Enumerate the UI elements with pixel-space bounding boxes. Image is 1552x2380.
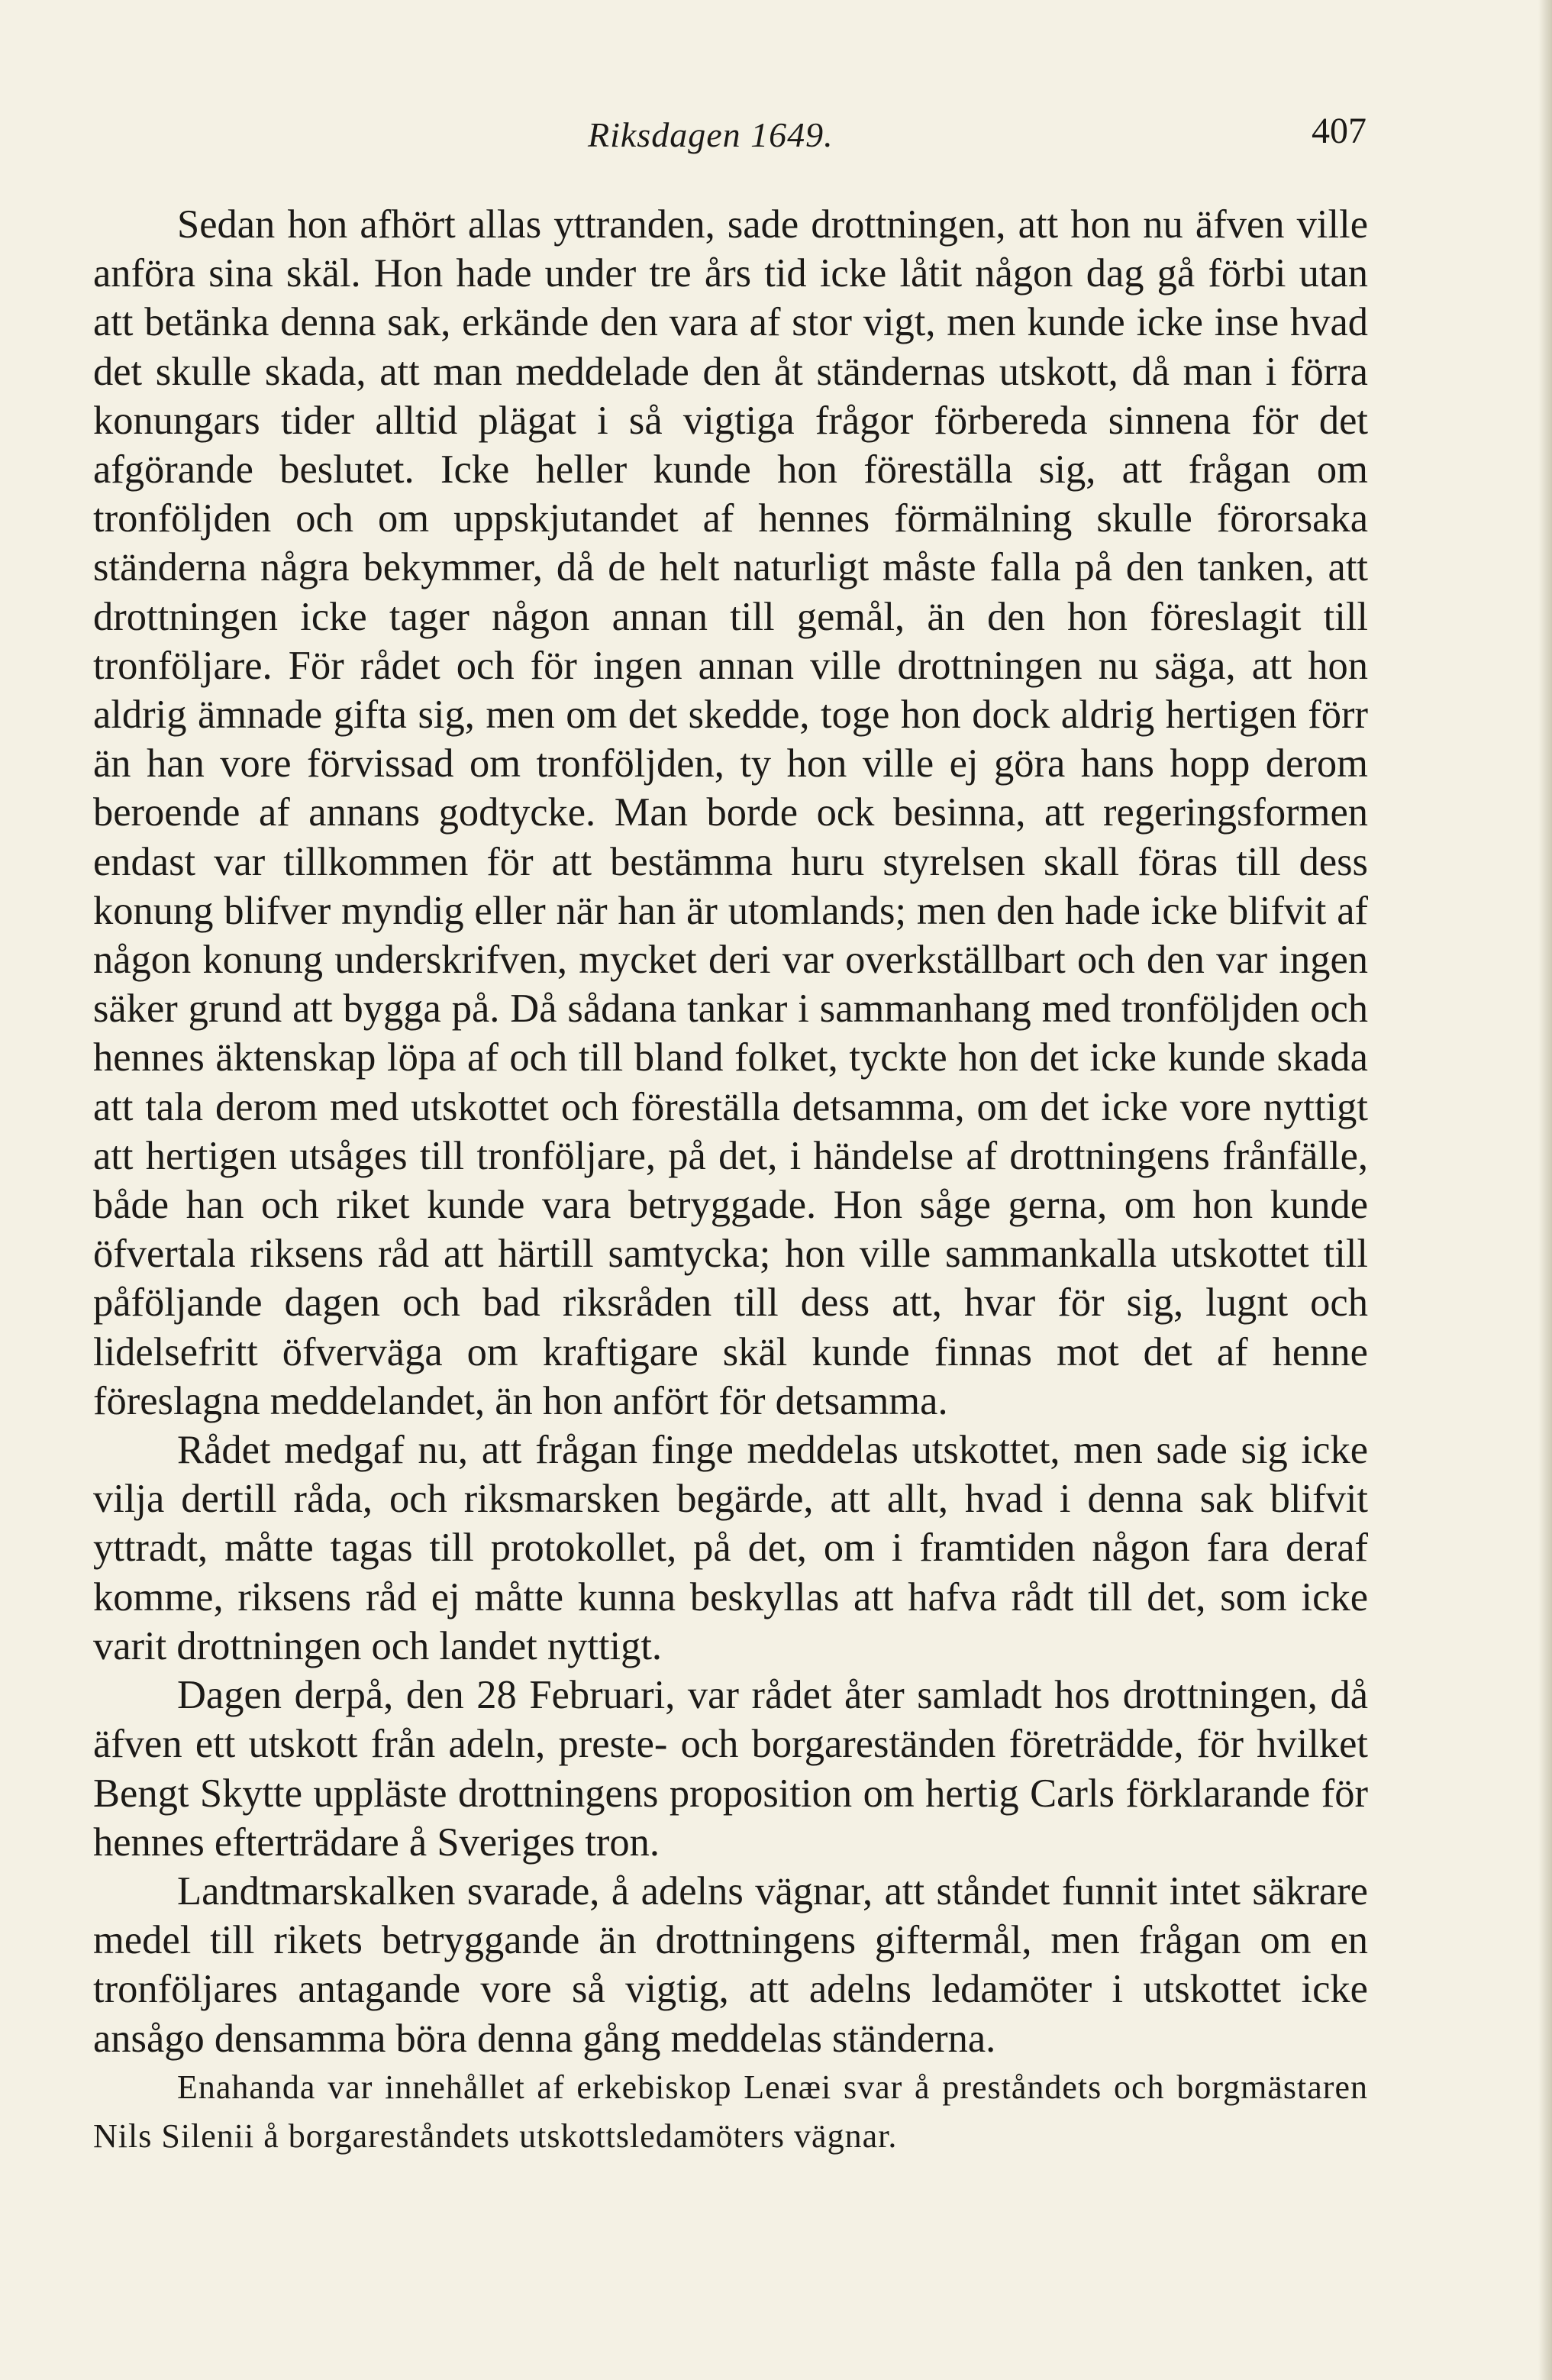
page-edge-shadow	[1538, 0, 1552, 2380]
paragraph: Sedan hon afhört allas yttranden, sade drottningen, att hon nu äfven ville anföra sina skäl. Hon hade under tre års tid icke låtit någon dag gå förbi utan att betänka denna sak, erkände den vara af stor vigt, men kunde icke inse hvad det skulle skada, att man meddelade den åt ständernas utskott, då man i förra konungars tider alltid plägat i så vigtiga frågor förbereda sinnena för det afgörande beslutet. Icke heller kunde hon föreställa sig, att frågan om tronföljden och om uppskjutandet af hennes förmälning skulle förorsaka ständerna några bekymmer, då de helt naturligt måste falla på den tanken, att drottningen icke tager någon annan till gemål, än den hon föreslagit till tronföljare. För rådet och för ingen annan ville drottningen nu säga, att hon aldrig ämnade gifta sig, men om det skedde, toge hon dock aldrig hertigen förr än han vore förvissad om tronföljden, ty hon ville ej göra hans hopp derom beroende af annans godtycke. Man borde ock besinna, att regeringsformen endast var tillkommen för att bestämma huru styrelsen skall föras till dess konung blifver myndig eller när han är utomlands; men den hade icke blifvit af någon konung underskrifven, mycket deri var overkställbart och den var ingen säker grund att bygga på. Då sådana tankar i sammanhang med tronföljden och hennes äktenskap löpa af och till bland folket, tyckte hon det icke kunde skada att tala derom med utskottet och föreställa detsamma, om det icke vore nyttigt att hertigen utsåges till tronföljare, på det, i händelse af drottningens frånfälle, både han och riket kunde vara betryggade. Hon såge gerna, om hon kunde öfvertala riksens råd att härtill samtycka; hon ville sammankalla utskottet till påföljande dagen och bad riksråden till dess att, hvar för sig, lugnt och lidelsefritt öfverväga om kraftigare skäl kunde finnas mot det af henne föreslagna meddelandet, än hon anfört för detsamma.	[93, 202, 1368, 1423]
running-header	[99, 111, 1366, 160]
paragraph: Landtmarskalken svarade, å adelns vägnar, att ståndet funnit intet säkrare medel till rikets betryggande än drottningens giftermål, men frågan om en tronföljares antagande vore så vigtig, att adelns ledamöter i utskottet icke ansågo densamma böra denna gång meddelas ständerna.	[93, 1868, 1368, 2061]
paragraph: Enahanda var innehållet af erkebiskop Lenæi svar å preståndets och borgmästaren Nils Silenii å borgareståndets utskottsledamöters vägnar.	[93, 2068, 1368, 2155]
running-title: Riksdagen 1649.	[588, 115, 834, 154]
body-text	[93, 200, 1368, 2161]
page-number: 407	[1312, 111, 1366, 151]
paragraph: Rådet medgaf nu, att frågan finge meddelas utskottet, men sade sig icke vilja dertill råda, och riksmarsken begärde, att allt, hvad i denna sak blifvit yttradt, måtte tagas till protokollet, på det, om i framtiden någon fara deraf komme, riksens råd ej måtte kunna beskyllas att hafva rådt till det, som icke varit drottningen och landet nyttigt.	[93, 1428, 1368, 1668]
paragraph: Dagen derpå, den 28 Februari, var rådet åter samladt hos drottningen, då äfven ett utskott från adeln, preste- och borgareständen företrädde, för hvilket Bengt Skytte uppläste drottningens proposition om hertig Carls förklarande för hennes efterträdare å Sveriges tron.	[93, 1673, 1368, 1865]
